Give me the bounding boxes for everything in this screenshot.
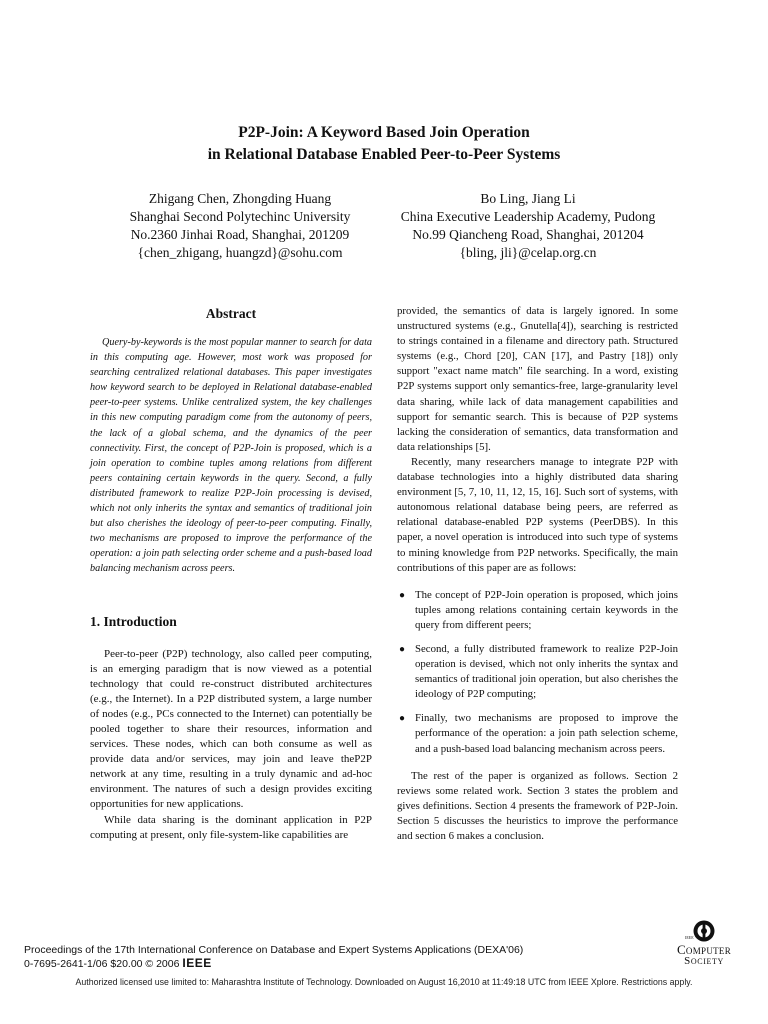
right-paragraph-2: Recently, many researchers manage to integrate P2P with database technologies into a highly distributed data sharing environment [5, 7, 10, 11, 12, 15, 16]. Such sort of systems, with autonomous relational database being peers, are referred as relational database-enabled P2P systems (PeerDBS). In this paper, a novel operation is introduced into such type of systems to mining knowledge from P2P networks. Specifically, the main contributions of this paper are as follows:: [397, 455, 678, 574]
paper-title: [0, 122, 768, 166]
author-email: {bling, jli}@celap.org.cn: [459, 245, 597, 260]
right-column: [397, 304, 678, 844]
abstract-text: Query-by-keywords is the most popular manner to search for data in this computing age. However, most work was proposed for searching centralized relational databases. This paper investigates how keyword search to be deployed in Relational database-enabled peer-to-peer systems. Unlike centralized system, the key challenges in this new computing paradigm come from the autonomy of peers, the lack of a global schema, and the dynamics of the peer connectivity. First, the concept of P2P-Join is proposed, which is a join operation to combine tuples among relations from different peers containing certain keywords in the query. Second, a fully distributed framework to realize P2P-Join processing is devised, which not only inherits the syntax and semantics of traditional join but also cherishes the ideology of peer-to-peer computing. Finally, two mechanisms are proposed to improve the performance of the operation: a join path selecting order scheme and a push-based load balancing mechanism across peers.: [90, 337, 372, 575]
computer-society-logo: [663, 919, 745, 971]
title-line-2: in Relational Database Enabled Peer-to-Peer Systems: [207, 146, 561, 163]
left-column: [90, 305, 372, 843]
logo-word-society: Society: [684, 955, 724, 967]
society-emblem-icon: [692, 919, 716, 943]
contribution-list: [397, 588, 678, 757]
author-names: Zhigang Chen, Zhongding Huang: [148, 191, 332, 206]
bullet-icon: ●: [399, 643, 406, 655]
ieee-logo-text: IEEE: [182, 956, 212, 970]
logo-word-computer: Computer: [676, 942, 732, 957]
intro-paragraph-1: Peer-to-peer (P2P) technology, also called peer computing, is an emerging paradigm that is now viewed as a potential technology that could re-construct distributed architectures (e.g., the Internet). In a P2P distributed system, a large number of nodes (e.g., PCs connected to the Internet) can potentially be pooled together to share their resources, information and services. These nodes, which can both consume as well as provide data and/or services, may join and leave theP2P network at any time, resulting in a truly dynamic and ad-hoc environment. The natures of such a design provides exciting opportunities for new applications.: [90, 647, 372, 811]
list-item: [397, 642, 678, 702]
author-names: Bo Ling, Jiang Li: [480, 191, 576, 206]
bullet-icon: ●: [399, 713, 406, 725]
proceedings-line: Proceedings of the 17th International Conference on Database and Expert Systems Applications (DEXA'06): [24, 944, 524, 956]
list-item: [397, 711, 678, 756]
isbn-line: [24, 957, 624, 971]
introduction-heading: 1. Introduction: [90, 613, 177, 629]
list-item-text: Second, a fully distributed framework to realize P2P-Join operation is devised, which not only inherits the syntax and semantics of traditional join operation, but also cherishes the ideology of P2P computing;: [415, 642, 678, 701]
list-item-text: The concept of P2P-Join operation is proposed, which joins tuples among relations containing certain keywords in the query from different peers;: [415, 588, 678, 631]
author-email: {chen_zhigang, huangzd}@sohu.com: [137, 245, 343, 260]
license-notice: Authorized licensed use limited to: Maharashtra Institute of Technology. Downloaded on August 16,2010 at 11:49:18 UTC from IEEE Xplore. Restrictions apply.: [75, 977, 693, 987]
author-address: No.99 Qiancheng Road, Shanghai, 201204: [412, 227, 644, 242]
list-item: [397, 588, 678, 633]
author-affiliation: China Executive Leadership Academy, Pudong: [400, 209, 656, 224]
logo-ieee-text: IEEE: [685, 935, 694, 940]
right-paragraph-1: provided, the semantics of data is largely ignored. In some unstructured systems (e.g., Gnutella[4]), searching is restricted to strings contained in a filename and directory path. Structured systems (e.g., Chord [20], CAN [17], and Pastry [18]) only support "exact name match" file searching. In a word, existing P2P systems support only semantics-free, large-granularity level data sharing, while lack of data management capabilities and support for semantic search. This is because of P2P systems lacking the consideration of semantics, data transformation and data relationships [5].: [397, 305, 678, 453]
author-affiliation: Shanghai Second Polytechinc University: [129, 209, 351, 224]
title-line-1: P2P-Join: A Keyword Based Join Operation: [238, 124, 530, 141]
author-block-right: [378, 190, 678, 262]
abstract-heading: Abstract: [205, 306, 257, 321]
intro-paragraph-2: While data sharing is the dominant application in P2P computing at present, only file-system-like capabilities are: [90, 813, 372, 841]
isbn-text: 0-7695-2641-1/06 $20.00 © 2006: [24, 958, 180, 970]
proceedings-footer: [24, 944, 624, 971]
bullet-icon: ●: [399, 589, 406, 601]
author-block-left: [90, 190, 390, 262]
author-address: No.2360 Jinhai Road, Shanghai, 201209: [130, 227, 350, 242]
right-closing-paragraph: The rest of the paper is organized as follows. Section 2 reviews some related work. Section 3 states the problem and gives definitions. Section 4 presents the framework of P2P-Join. Section 5 discusses the heuristics to improve the performance and section 6 makes a conclusion.: [397, 769, 678, 842]
list-item-text: Finally, two mechanisms are proposed to improve the performance of the operation: a join path selection scheme, and a push-based load balancing mechanism across peers.: [415, 712, 678, 755]
